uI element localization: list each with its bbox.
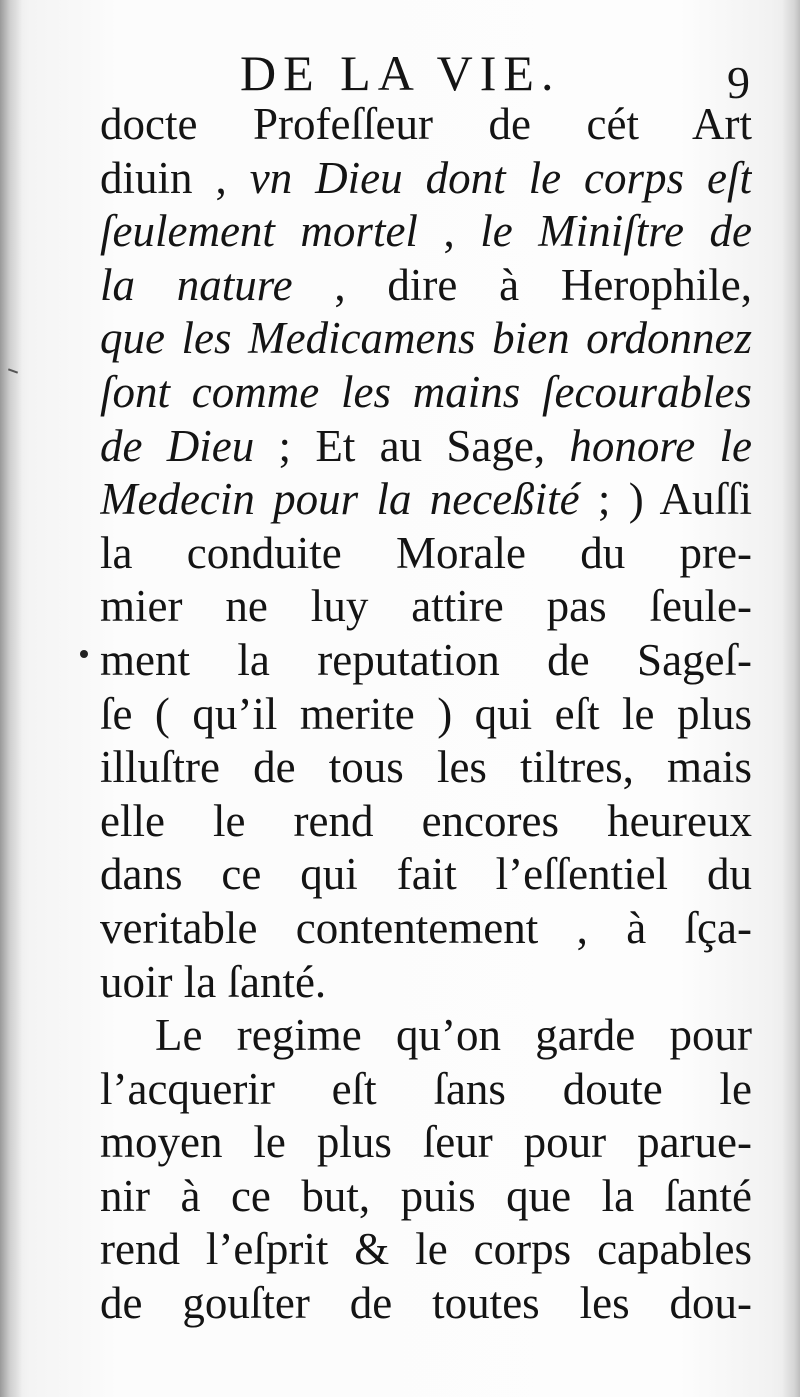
text-segment: Le regime qu’on garde pour [155,1010,752,1061]
text-line [100,98,752,152]
text-line [100,312,752,366]
running-title: DE LA VIE. [240,45,561,101]
text-line [100,688,752,742]
text-segment: rend l’eſprit & le corps capables [100,1224,752,1275]
text-segment: la conduite Morale du pre- [100,527,752,578]
italic-text-segment: la nature [100,259,293,310]
text-segment: ſe ( qu’il merite ) qui eſt le plus [100,688,752,739]
text-line [100,1170,752,1224]
text-line [100,1009,752,1063]
text-segment: , [417,206,481,257]
text-segment: nir à ce but, puis que la ſanté [100,1170,752,1221]
italic-text-segment: ſont comme les mains ſecourables [100,366,752,417]
text-line [100,1223,752,1277]
text-segment: illuſtre de tous les tiltres, mais [100,742,752,793]
italic-text-segment: honore le [569,420,752,471]
text-segment: de gouſter de toutes les dou- [100,1278,752,1329]
italic-text-segment: le Miniſtre de [480,206,752,257]
text-line [100,366,752,420]
text-line [100,956,752,1010]
text-segment: veritable contentement , à ſça- [100,902,752,953]
text-line [100,420,752,474]
text-line [100,1116,752,1170]
text-line [100,580,752,634]
text-segment: moyen le plus ſeur pour parue- [100,1117,752,1168]
text-line [100,152,752,206]
text-segment: uoir la ſanté. [100,956,327,1007]
text-segment: dans ce qui fait l’eſſentiel du [100,849,752,900]
page-gutter-shadow [0,0,22,1397]
italic-text-segment: de Dieu [100,420,255,471]
text-line [100,1063,752,1117]
text-segment: , dire à Herophile, [292,259,752,310]
text-segment: mier ne luy attire pas ſeule- [100,581,752,632]
text-line [100,527,752,581]
text-line [100,902,752,956]
text-segment: docte Profeſſeur de cét Art [100,99,752,149]
italic-text-segment: que les Medicamens bien ordonnez [100,313,752,364]
italic-text-segment: ſeulement mortel [100,206,418,257]
text-line [100,205,752,259]
text-line [100,473,752,527]
text-segment: elle le rend encores heureux [100,795,752,846]
text-line [100,634,752,688]
text-line [100,848,752,902]
text-line [100,1277,752,1331]
text-segment: ment la reputation de Sageſ- [100,634,752,685]
italic-text-segment: vn Dieu dont le corps eſt [249,152,752,203]
text-segment: diuin , [100,152,250,203]
page-number: 9 [727,57,750,108]
italic-text-segment: Medecin pour la neceßité [100,474,580,525]
margin-dot [80,650,88,658]
text-segment: ; Et au Sage, [254,420,570,471]
text-segment: l’acquerir eſt ſans doute le [100,1063,752,1114]
text-line [100,795,752,849]
page-edge-shadow [782,0,800,1397]
body-text [100,98,752,1331]
text-line [100,259,752,313]
text-segment: ; ) Auſſi [579,474,752,525]
text-line [100,741,752,795]
